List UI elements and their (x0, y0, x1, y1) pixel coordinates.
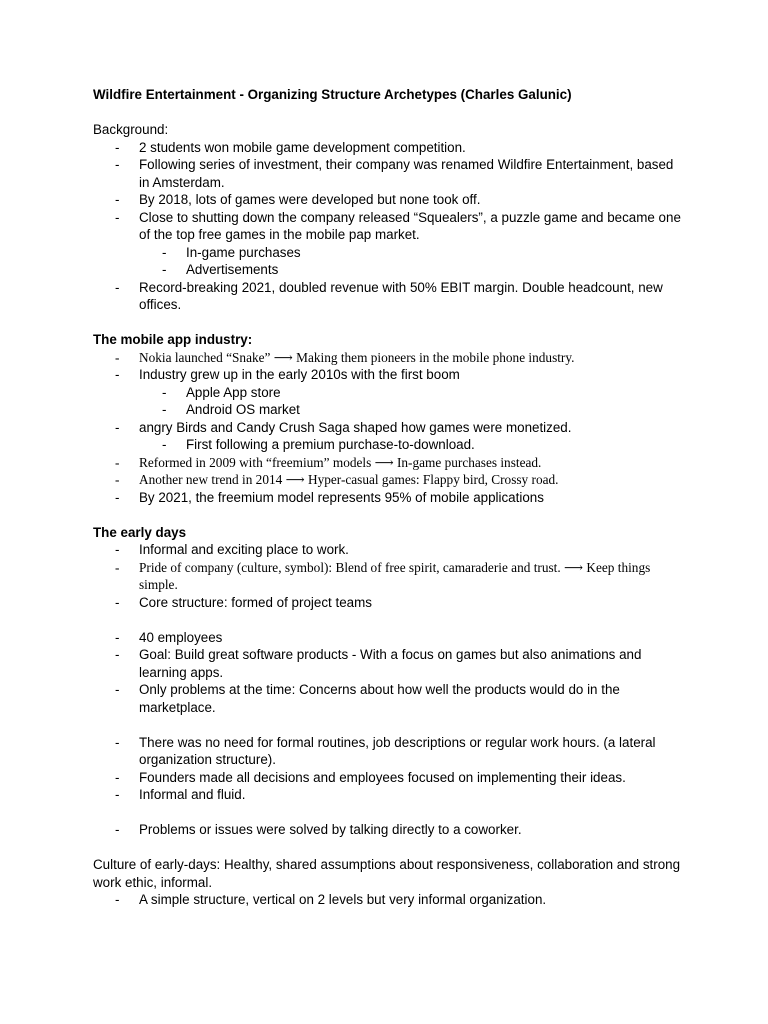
early-days-list-3 (93, 734, 683, 804)
sub-list-item: - Apple App store (139, 384, 683, 402)
list-item: - Record-breaking 2021, doubled revenue with 50% EBIT margin. Double headcount, new offices. (93, 279, 683, 314)
sub-list (139, 384, 683, 419)
sub-list (139, 436, 683, 454)
list-item (93, 366, 683, 419)
list-item (93, 209, 683, 279)
list-item: - 40 employees (93, 629, 683, 647)
early-days-list-4 (93, 821, 683, 839)
list-item-text: angry Birds and Candy Crush Saga shaped how games were monetized. (139, 419, 572, 435)
spacer (93, 611, 683, 629)
list-item-text: Close to shutting down the company released “Squealers”, a puzzle game and became one of the top free games in the mobile pap market. (139, 209, 681, 242)
spacer (93, 314, 683, 332)
spacer (93, 839, 683, 857)
list-item: - Core structure: formed of project teams (93, 594, 683, 612)
background-heading: Background: (93, 122, 169, 137)
list-item: - By 2018, lots of games were developed but none took off. (93, 191, 683, 209)
sub-list-item: - In-game purchases (139, 244, 683, 262)
sub-list (139, 244, 683, 279)
list-item: - 2 students won mobile game development competition. (93, 139, 683, 157)
list-item: - Another new trend in 2014 ⟶ Hyper-casual games: Flappy bird, Crossy road. (93, 471, 683, 489)
spacer (93, 804, 683, 822)
list-item: - Informal and fluid. (93, 786, 683, 804)
mobile-industry-heading: The mobile app industry: (93, 332, 253, 347)
list-item: - Goal: Build great software products - With a focus on games but also animations and learning apps. (93, 646, 683, 681)
early-days-list-2 (93, 629, 683, 717)
list-item: - Reformed in 2009 with “freemium” models ⟶ In-game purchases instead. (93, 454, 683, 472)
list-item (93, 419, 683, 454)
culture-paragraph: Culture of early-days: Healthy, shared assumptions about responsiveness, collaboration and strong work ethic, informal. (93, 857, 681, 890)
culture-list (93, 891, 683, 909)
early-days-heading: The early days (93, 524, 187, 540)
list-item-text: Industry grew up in the early 2010s with the first boom (139, 367, 460, 382)
list-item: - Only problems at the time: Concerns about how well the products would do in the marketplace. (93, 681, 683, 716)
mobile-industry-list (93, 349, 683, 507)
list-item: - A simple structure, vertical on 2 levels but very informal organization. (93, 891, 683, 909)
sub-list-item: - Android OS market (139, 401, 683, 419)
sub-list-item: - Advertisements (139, 261, 683, 279)
document-page (93, 86, 683, 909)
document-title: Wildfire Entertainment - Organizing Structure Archetypes (Charles Galunic) (93, 87, 572, 102)
list-item: - Nokia launched “Snake” ⟶ Making them pioneers in the mobile phone industry. (93, 349, 683, 367)
spacer (93, 506, 683, 524)
background-list (93, 139, 683, 314)
list-item: - By 2021, the freemium model represents 95% of mobile applications (93, 489, 683, 507)
sub-list-item: - First following a premium purchase-to-download. (139, 436, 683, 454)
spacer (93, 104, 683, 122)
early-days-list (93, 541, 683, 611)
list-item: - Problems or issues were solved by talking directly to a coworker. (93, 821, 683, 839)
list-item: - Informal and exciting place to work. (93, 541, 683, 559)
spacer (93, 716, 683, 734)
list-item: - Founders made all decisions and employees focused on implementing their ideas. (93, 769, 683, 787)
list-item: - Following series of investment, their company was renamed Wildfire Entertainment, based in Amsterdam. (93, 156, 683, 191)
list-item: - There was no need for formal routines, job descriptions or regular work hours. (a lateral organization structure). (93, 734, 683, 769)
list-item: - Pride of company (culture, symbol): Blend of free spirit, camaraderie and trust. ⟶ Keep things simple. (93, 559, 683, 594)
